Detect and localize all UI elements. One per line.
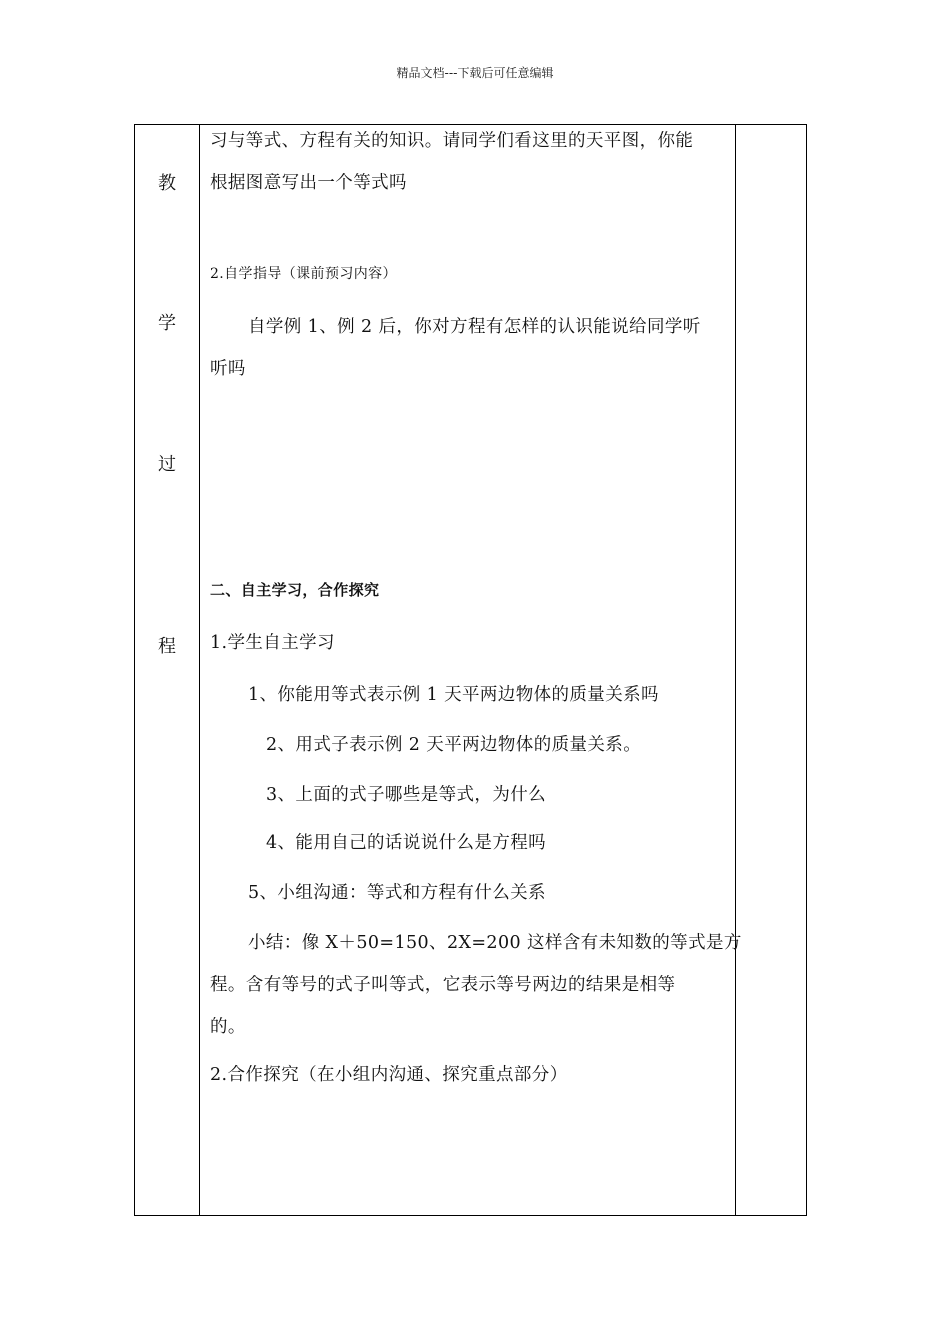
- section2-title: 二、自主学习，合作探究: [210, 581, 380, 599]
- summary-line-1: 小结：像 X＋50=150、2X=200 这样含有未知数的等式是方: [248, 933, 742, 953]
- self-study-line-1: 自学例 1、例 2 后，你对方程有怎样的认识能说给同学听: [248, 317, 701, 337]
- question-5: 5、小组沟通：等式和方程有什么关系: [248, 883, 546, 903]
- question-1: 1、你能用等式表示例 1 天平两边物体的质量关系吗: [248, 685, 659, 705]
- side-label-guo: 过: [158, 454, 176, 475]
- page-header: 精品文档---下载后可任意编辑: [396, 66, 554, 80]
- self-study-line-2: 听吗: [210, 359, 246, 379]
- notes-cell: [736, 125, 807, 1216]
- question-4: 4、能用自己的话说说什么是方程吗: [266, 833, 547, 853]
- sub1-title: 1.学生自主学习: [210, 633, 335, 653]
- question-3: 3、上面的式子哪些是等式，为什么: [266, 785, 547, 805]
- intro-line-2: 根据图意写出一个等式吗: [210, 173, 407, 193]
- sub2-title: 2.合作探究（在小组内沟通、探究重点部分）: [210, 1065, 568, 1085]
- side-label-xue: 学: [158, 313, 176, 334]
- summary-line-3: 的。: [210, 1017, 246, 1037]
- side-label-cheng: 程: [158, 636, 176, 657]
- lesson-table: [134, 124, 807, 1216]
- self-guide-title: 2.自学指导（课前预习内容）: [210, 266, 397, 282]
- side-label-jiao: 教: [158, 173, 176, 194]
- question-2: 2、用式子表示例 2 天平两边物体的质量关系。: [266, 735, 642, 755]
- process-label-cell: [135, 125, 200, 1216]
- summary-line-2: 程。含有等号的式子叫等式，它表示等号两边的结果是相等: [210, 975, 676, 995]
- main-content-cell: [200, 125, 742, 1216]
- intro-line-1: 习与等式、方程有关的知识。请同学们看这里的天平图，你能: [210, 131, 694, 151]
